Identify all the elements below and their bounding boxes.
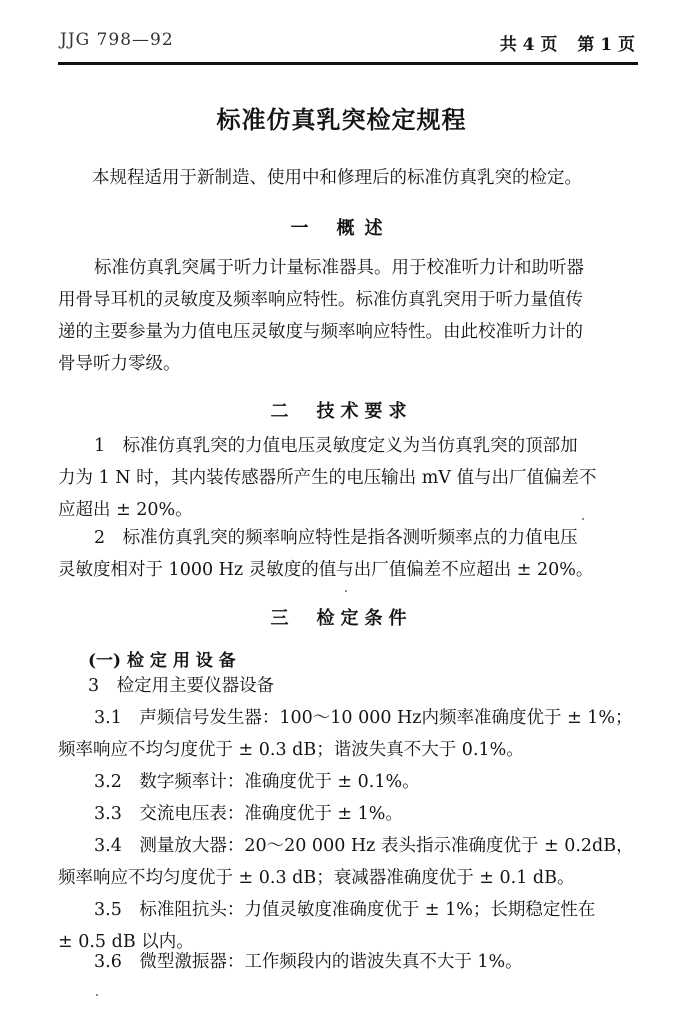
subsection-heading: (一) 检 定 用 设 备 xyxy=(88,651,236,671)
text-line: 1 标准仿真乳突的力值电压灵敏度定义为当仿真乳突的顶部加 xyxy=(94,436,578,456)
text-line: 3.5 标准阻抗头：力值灵敏度准确度优于 ± 1%；长期稳定性在 xyxy=(94,900,596,920)
text-line: ± 0.5 dB 以内。 xyxy=(58,932,194,952)
item-3-6 xyxy=(58,946,653,978)
text-line: 骨导听力零级。 xyxy=(58,354,181,374)
section-1-number: 一 xyxy=(290,218,309,239)
section-3-title: 检定条件 xyxy=(316,608,413,629)
item-1-paragraph xyxy=(58,430,648,526)
item-3-line: 3 检定用主要仪器设备 xyxy=(88,676,275,696)
text-line: 3.4 测量放大器：20～20 000 Hz 表头指示准确度优于 ± 0.2dB， xyxy=(94,836,634,856)
text-line: 用骨导耳机的灵敏度及频率响应特性。标准仿真乳突用于听力量值传 xyxy=(58,290,583,310)
text-line: 3.2 数字频率计：准确度优于 ± 0.1%。 xyxy=(94,772,420,792)
text-line: 递的主要参量为力值电压灵敏度与频率响应特性。由此校准听力计的 xyxy=(58,322,583,342)
section-2-title: 技术要求 xyxy=(316,401,413,422)
item-3-2 xyxy=(58,766,653,798)
header-rule xyxy=(58,62,638,65)
section-3-number: 三 xyxy=(270,608,289,629)
scan-speck xyxy=(582,518,584,520)
document-title: 标准仿真乳突检定规程 xyxy=(216,105,467,134)
text-line: 频率响应不均匀度优于 ± 0.3 dB；谐波失真不大于 0.1%。 xyxy=(58,740,524,760)
text-line: 标准仿真乳突属于听力计量标准器具。用于校准听力计和助听器 xyxy=(94,258,584,278)
item-2-paragraph xyxy=(58,522,648,586)
text-line: 3.1 声频信号发生器：100～10 000 Hz内频率准确度优于 ± 1%； xyxy=(94,708,633,728)
section-2-heading xyxy=(0,397,683,423)
scan-speck xyxy=(96,994,98,996)
text-line: 应超出 ± 20%。 xyxy=(58,500,193,520)
text-line: 频率响应不均匀度优于 ± 0.3 dB；衰减器准确度优于 ± 0.1 dB。 xyxy=(58,868,575,888)
section-1-heading xyxy=(0,214,683,240)
section-1-title: 概述 xyxy=(336,218,393,239)
page-header xyxy=(60,30,635,60)
page-number: 第 1 页 xyxy=(577,35,635,55)
total-pages: 共 4 页 xyxy=(499,35,558,55)
text-line: 灵敏度相对于 1000 Hz 灵敏度的值与出厂值偏差不应超出 ± 20%。 xyxy=(58,560,594,580)
section-2-number: 二 xyxy=(270,401,289,422)
section-3-heading xyxy=(0,604,683,630)
text-line: 力为 1 N 时，其内装传感器所产生的电压输出 mV 值与出厂值偏差不 xyxy=(58,468,597,488)
section-1-paragraph xyxy=(58,252,648,380)
text-line: 3.3 交流电压表：准确度优于 ± 1%。 xyxy=(94,804,403,824)
scan-speck xyxy=(345,590,347,592)
text-line: 2 标准仿真乳突的频率响应特性是指各测听频率点的力值电压 xyxy=(94,528,578,548)
page-info xyxy=(486,30,635,55)
text-line: 3.6 微型激振器：工作频段内的谐波失真不大于 1%。 xyxy=(94,952,523,972)
standard-code: JJG 798—92 xyxy=(60,30,174,50)
item-3-4 xyxy=(58,830,653,894)
scope-paragraph: 本规程适用于新制造、使用中和修理后的标准仿真乳突的检定。 xyxy=(92,168,582,188)
item-3-1 xyxy=(58,702,653,766)
item-3-3 xyxy=(58,798,653,830)
